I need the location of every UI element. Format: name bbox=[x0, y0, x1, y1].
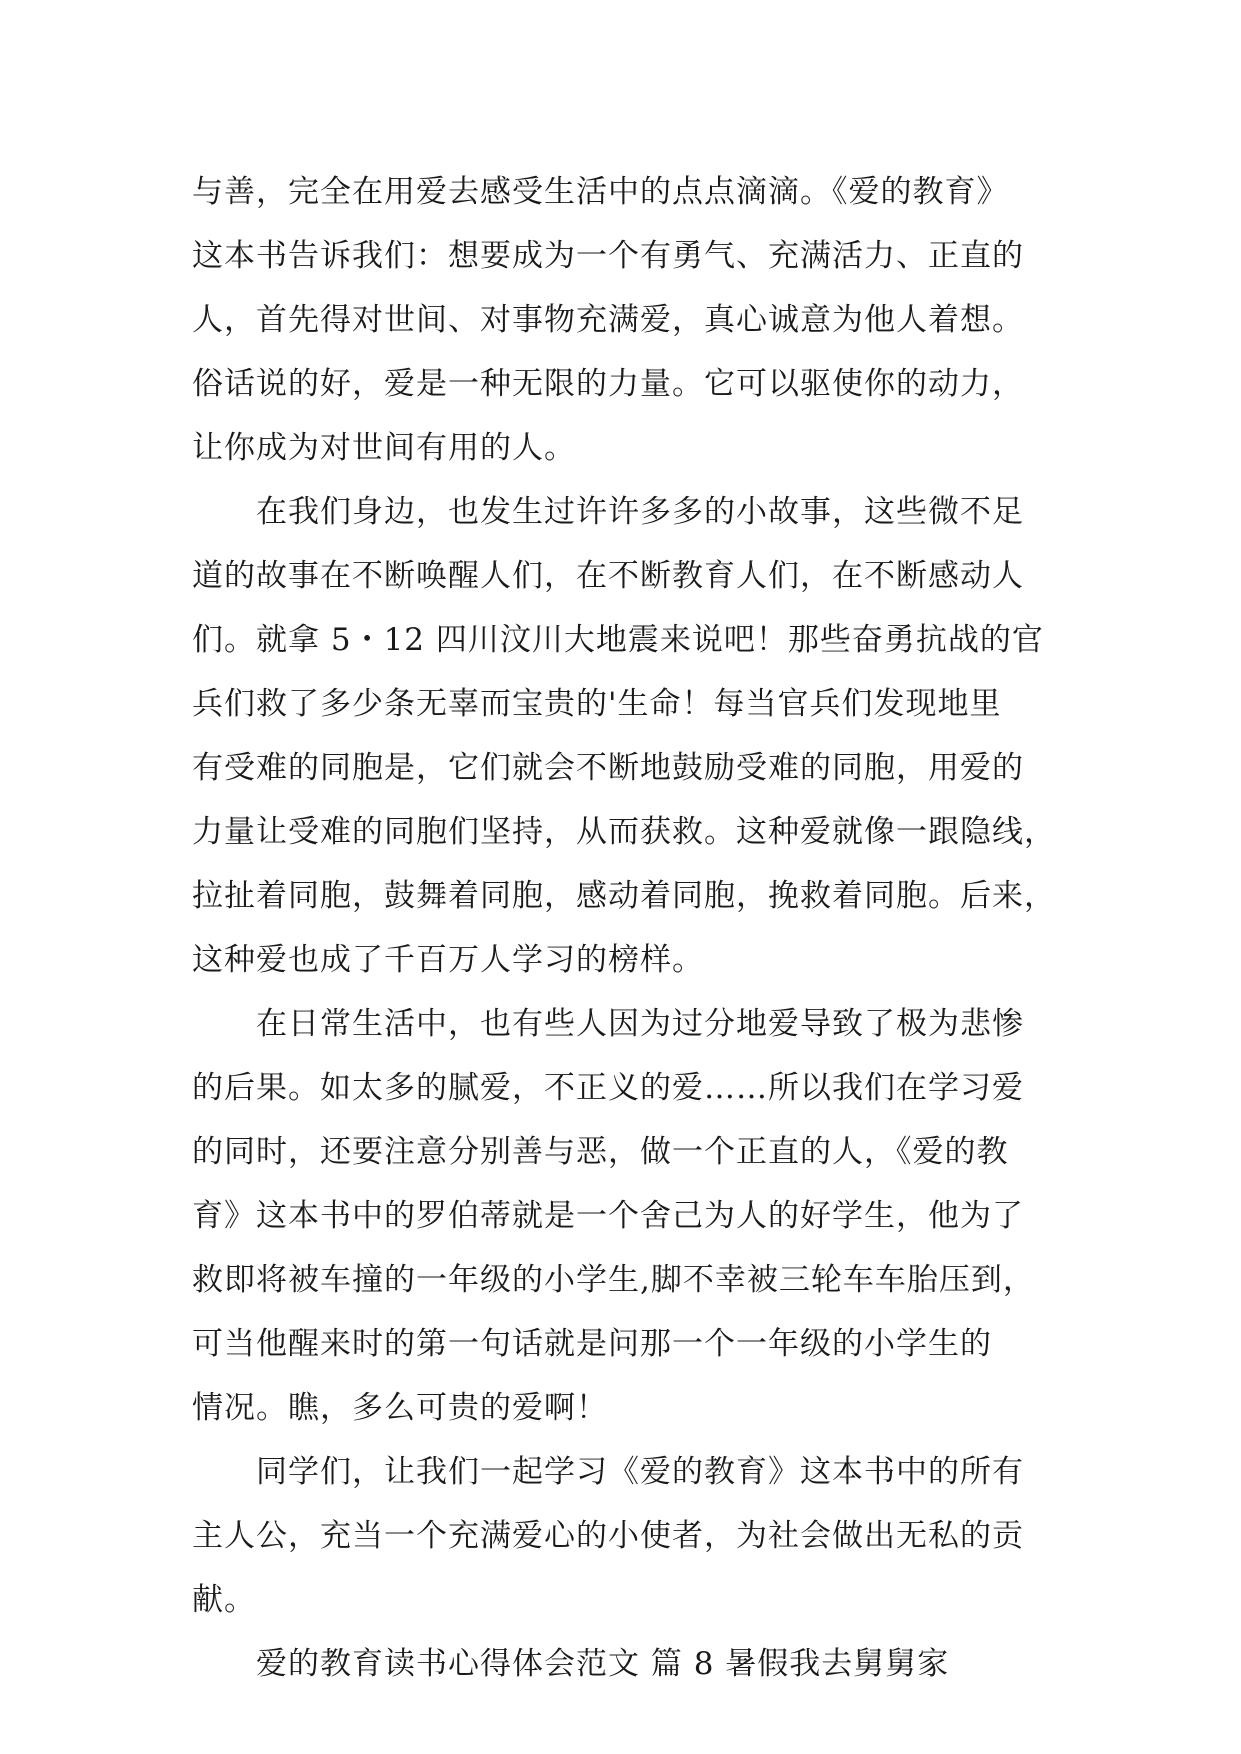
text-line: 拉扯着同胞，鼓舞着同胞，感动着同胞，挽救着同胞。后来， bbox=[192, 878, 1056, 914]
text-line: 有受难的同胞是，它们就会不断地鼓励受难的同胞，用爱的 bbox=[192, 750, 1024, 786]
text-line: 与善，完全在用爱去感受生活中的点点滴滴。《爱的教育》 bbox=[192, 174, 1009, 210]
text-line: 们。就拿 5・12 四川汶川大地震来说吧！那些奋勇抗战的官 bbox=[192, 622, 1044, 658]
text-line: 可当他醒来时的第一句话就是问那一个一年级的小学生的 bbox=[192, 1326, 992, 1362]
text-line: 俗话说的好，爱是一种无限的力量。它可以驱使你的动力， bbox=[192, 366, 1024, 402]
text-line: 让你成为对世间有用的人。 bbox=[192, 430, 576, 466]
section-heading-line: 爱的教育读书心得体会范文 篇 8 暑假我去舅舅家 bbox=[256, 1646, 950, 1682]
text-line: 救即将被车撞的一年级的小学生,脚不幸被三轮车车胎压到， bbox=[192, 1262, 1035, 1298]
text-line: 力量让受难的同胞们坚持，从而获救。这种爱就像一跟隐线， bbox=[192, 814, 1056, 850]
text-line: 献。 bbox=[192, 1582, 256, 1618]
text-line: 主人公，充当一个充满爱心的小使者，为社会做出无私的贡 bbox=[192, 1518, 1024, 1554]
paragraph-start-line: 在日常生活中，也有些人因为过分地爱导致了极为悲惨 bbox=[256, 1006, 1024, 1042]
text-line: 人，首先得对世间、对事物充满爱，真心诚意为他人着想。 bbox=[192, 302, 1024, 338]
paragraph-start-line: 在我们身边，也发生过许许多多的小故事，这些微不足 bbox=[256, 494, 1024, 530]
paragraph-start-line: 同学们，让我们一起学习《爱的教育》这本书中的所有 bbox=[256, 1454, 1024, 1490]
text-line: 这本书告诉我们：想要成为一个有勇气、充满活力、正直的 bbox=[192, 238, 1024, 274]
body-text bbox=[192, 160, 1072, 1696]
text-line: 道的故事在不断唤醒人们，在不断教育人们，在不断感动人 bbox=[192, 558, 1024, 594]
text-line: 这种爱也成了千百万人学习的榜样。 bbox=[192, 942, 704, 978]
text-line: 的后果。如太多的腻爱，不正义的爱……所以我们在学习爱 bbox=[192, 1070, 1024, 1106]
text-line: 情况。瞧，多么可贵的爱啊！ bbox=[192, 1390, 608, 1426]
text-line: 兵们救了多少条无辜而宝贵的'生命！每当官兵们发现地里 bbox=[192, 686, 1002, 722]
text-line: 的同时，还要注意分别善与恶，做一个正直的人，《爱的教 bbox=[192, 1134, 1009, 1170]
text-line: 育》这本书中的罗伯蒂就是一个舍己为人的好学生，他为了 bbox=[192, 1198, 1024, 1234]
